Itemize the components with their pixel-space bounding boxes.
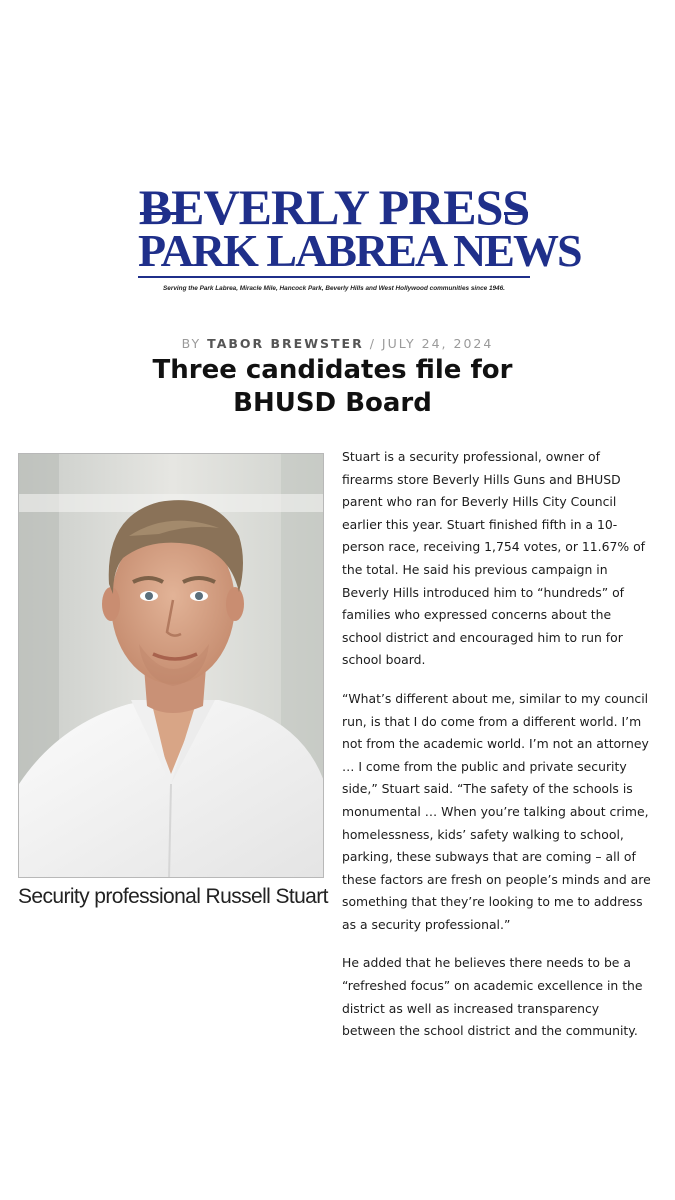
article-paragraph: “What’s different about me, similar to my council run, is that I do come from a different world. I’m not from the academic world. I’m not an attorney … I come from the public and private security side,” Stuart said. “The safety of the schools is monumental … When you’re talking about crime, homelessness, kids’ safety walking to school, parking, these subways that are coming – all of these factors are fresh on people’s minds and are something that they’re looking to me to address as a security professional.” — [342, 690, 651, 932]
article-headline: Three candidates file for BHUSD Board — [152, 355, 513, 418]
byline-separator: / — [369, 336, 376, 351]
masthead-logo — [138, 179, 581, 300]
article-paragraph: Stuart is a security professional, owner of firearms store Beverly Hills Guns and BHUSD parent who ran for Beverly Hills City Council earlier this year. Stuart finished fifth in a 10-person race, receiving 1,754 votes, or 11.67% of the total. He said his previous campaign in Beverly Hills introduced him to “hundreds” of families who expressed concerns about the school district and encouraged him to run for school board. — [342, 449, 646, 668]
byline-prefix: BY — [181, 336, 202, 351]
article-body — [342, 446, 652, 1059]
byline-author[interactable]: TABOR BREWSTER — [207, 336, 364, 351]
photo-caption: Security professional Russell Stuart — [18, 885, 328, 908]
article-photo — [18, 453, 324, 878]
masthead-title-line1: BEVERLY PRESS — [138, 179, 530, 235]
masthead-underline — [138, 276, 530, 278]
portrait-illustration — [19, 454, 324, 878]
masthead-tagline: Serving the Park Labrea, Miracle Mile, Hancock Park, Beverly Hills and West Hollywood communities since 1946. — [163, 285, 505, 292]
article-paragraph: He added that he believes there needs to be a “refreshed focus” on academic excellence in the district as well as increased transparency between the school district and the community. — [342, 955, 643, 1039]
masthead-title-line2: PARK LABREA NEWS — [138, 225, 581, 276]
byline — [0, 336, 675, 351]
byline-date: JULY 24, 2024 — [381, 336, 494, 351]
